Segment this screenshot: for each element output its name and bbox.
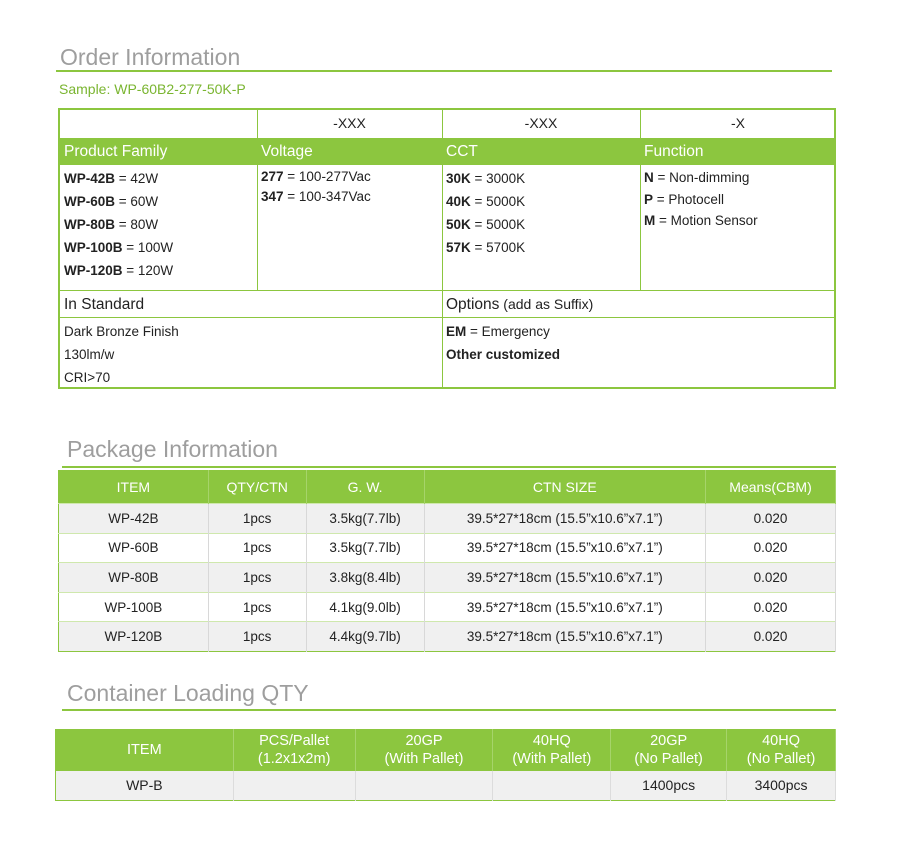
table-row bbox=[59, 533, 836, 563]
table-header-row bbox=[56, 730, 836, 771]
table-row bbox=[59, 622, 836, 652]
list-item: CRI>70 bbox=[64, 370, 111, 385]
table-cell: 39.5*27*18cm (15.5”x10.6”x7.1”) bbox=[424, 592, 706, 622]
table-row bbox=[59, 563, 836, 593]
table-row bbox=[59, 592, 836, 622]
list-item: WP-60B = 60W bbox=[64, 194, 159, 209]
list-item: 40K = 5000K bbox=[446, 194, 526, 209]
list-item: 347 = 100-347Vac bbox=[261, 189, 371, 204]
table-cell: 0.020 bbox=[706, 504, 836, 534]
list-item: 30K = 3000K bbox=[446, 171, 526, 186]
list-item: WP-120B = 120W bbox=[64, 263, 174, 278]
product-family-header: Product Family bbox=[64, 143, 168, 160]
table-cell bbox=[493, 771, 611, 801]
table-cell: WP-60B bbox=[59, 533, 209, 563]
container-title-rule bbox=[62, 709, 836, 711]
options-title: Options (add as Suffix) bbox=[446, 296, 594, 313]
list-item: WP-80B = 80W bbox=[64, 217, 159, 232]
order-sample-text: Sample: WP-60B2-277-50K-P bbox=[59, 81, 246, 97]
table-cell: 0.020 bbox=[706, 622, 836, 652]
product-family-list bbox=[64, 167, 173, 282]
cct-code: -XXX bbox=[524, 115, 558, 131]
voltage-list bbox=[261, 167, 371, 207]
function-code: -X bbox=[731, 115, 745, 131]
table-cell: 0.020 bbox=[706, 533, 836, 563]
column-header: 40HQ (With Pallet) bbox=[493, 730, 611, 771]
table-cell: 1pcs bbox=[208, 533, 306, 563]
table-header-row bbox=[59, 471, 836, 504]
container-table bbox=[55, 729, 836, 801]
column-header: QTY/CTN bbox=[208, 471, 306, 504]
column-header: G. W. bbox=[306, 471, 424, 504]
list-item: 57K = 5700K bbox=[446, 240, 526, 255]
order-divider bbox=[257, 110, 258, 290]
column-header: ITEM bbox=[59, 471, 209, 504]
function-list bbox=[644, 167, 758, 232]
table-cell bbox=[233, 771, 355, 801]
order-divider bbox=[442, 110, 443, 389]
table-cell: 39.5*27*18cm (15.5”x10.6”x7.1”) bbox=[424, 533, 706, 563]
column-header: CTN SIZE bbox=[424, 471, 706, 504]
column-header: ITEM bbox=[56, 730, 234, 771]
table-cell: 1400pcs bbox=[611, 771, 727, 801]
table-cell bbox=[355, 771, 493, 801]
table-cell: 3.8kg(8.4lb) bbox=[306, 563, 424, 593]
package-title-rule bbox=[62, 466, 836, 468]
order-table bbox=[58, 108, 836, 389]
table-cell: WP-100B bbox=[59, 592, 209, 622]
voltage-header: Voltage bbox=[261, 143, 313, 160]
list-item: N = Non-dimming bbox=[644, 170, 750, 185]
table-cell: 3.5kg(7.7lb) bbox=[306, 504, 424, 534]
table-row bbox=[56, 771, 836, 801]
list-item: Other customized bbox=[446, 347, 561, 362]
column-header: 40HQ (No Pallet) bbox=[727, 730, 836, 771]
list-item: 130lm/w bbox=[64, 347, 115, 362]
order-section-title: Order Information bbox=[60, 44, 241, 70]
column-header: 20GP (No Pallet) bbox=[611, 730, 727, 771]
table-cell: 1pcs bbox=[208, 563, 306, 593]
list-item: EM = Emergency bbox=[446, 324, 550, 339]
order-divider bbox=[60, 290, 834, 291]
table-cell: 4.4kg(9.7lb) bbox=[306, 622, 424, 652]
order-divider bbox=[60, 317, 834, 318]
table-cell: 1pcs bbox=[208, 504, 306, 534]
table-cell: 3.5kg(7.7lb) bbox=[306, 533, 424, 563]
list-item: WP-42B = 42W bbox=[64, 171, 159, 186]
function-header: Function bbox=[644, 143, 704, 160]
column-header: 20GP (With Pallet) bbox=[355, 730, 493, 771]
table-row bbox=[59, 504, 836, 534]
list-item: M = Motion Sensor bbox=[644, 213, 758, 228]
table-cell: 39.5*27*18cm (15.5”x10.6”x7.1”) bbox=[424, 563, 706, 593]
list-item: 50K = 5000K bbox=[446, 217, 526, 232]
table-cell: 1pcs bbox=[208, 622, 306, 652]
column-header: PCS/Pallet (1.2x1x2m) bbox=[233, 730, 355, 771]
order-divider bbox=[640, 110, 641, 290]
table-cell: 1pcs bbox=[208, 592, 306, 622]
order-title-rule bbox=[56, 70, 832, 72]
list-item: Dark Bronze Finish bbox=[64, 324, 179, 339]
table-cell: 3400pcs bbox=[727, 771, 836, 801]
cct-header: CCT bbox=[446, 143, 478, 160]
table-cell: WP-120B bbox=[59, 622, 209, 652]
table-cell: 4.1kg(9.0lb) bbox=[306, 592, 424, 622]
in-standard-title: In Standard bbox=[64, 296, 145, 313]
container-section-title: Container Loading QTY bbox=[67, 680, 309, 706]
voltage-code: -XXX bbox=[333, 115, 366, 131]
package-table bbox=[58, 470, 836, 652]
table-cell: 0.020 bbox=[706, 592, 836, 622]
table-cell: 39.5*27*18cm (15.5”x10.6”x7.1”) bbox=[424, 504, 706, 534]
table-cell: 0.020 bbox=[706, 563, 836, 593]
table-cell: WP-42B bbox=[59, 504, 209, 534]
in-standard-list bbox=[64, 320, 179, 389]
list-item: 277 = 100-277Vac bbox=[261, 169, 371, 184]
column-header: Means(CBM) bbox=[706, 471, 836, 504]
table-cell: WP-80B bbox=[59, 563, 209, 593]
list-item: WP-100B = 100W bbox=[64, 240, 174, 255]
package-section-title: Package Information bbox=[67, 436, 278, 462]
list-item: P = Photocell bbox=[644, 191, 724, 207]
options-list bbox=[446, 320, 560, 366]
table-cell: WP-B bbox=[56, 771, 234, 801]
table-cell: 39.5*27*18cm (15.5”x10.6”x7.1”) bbox=[424, 622, 706, 652]
cct-list bbox=[446, 167, 525, 259]
